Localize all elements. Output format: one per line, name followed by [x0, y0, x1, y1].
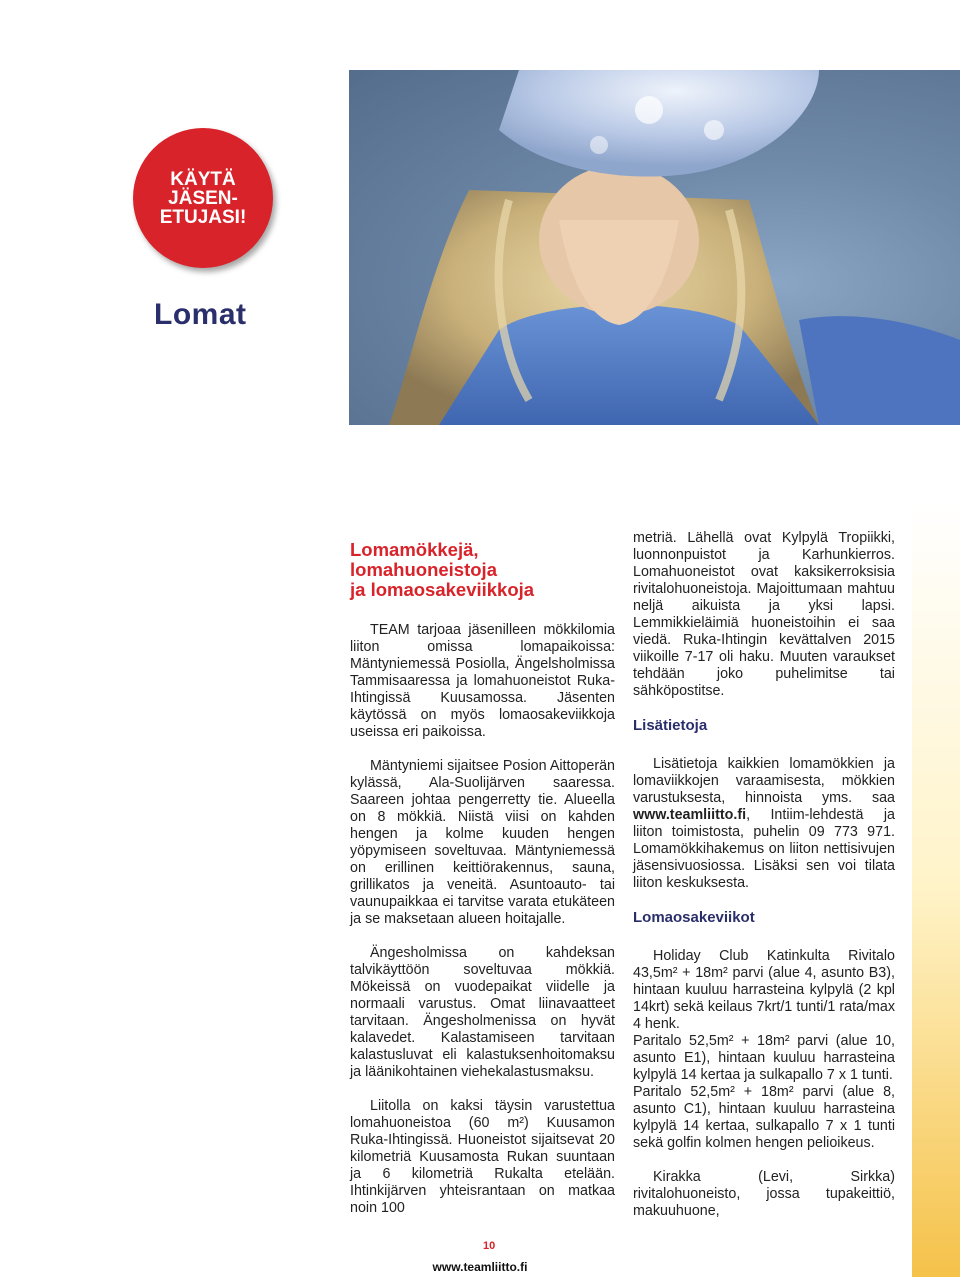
badge-line: KÄYTÄ: [170, 169, 236, 190]
article-heading-line: Lomamökkejä,: [350, 539, 479, 560]
page-number: 10: [483, 1240, 496, 1252]
heading-lisatietoja: Lisätietoja: [633, 717, 708, 734]
badge-text: [133, 170, 273, 227]
article-column-right: [633, 530, 895, 1237]
decorative-gradient-strip: [912, 500, 960, 1277]
paragraph-mantyniemi: Mäntyniemi sijaitsee Posion Aittoperän kylässä, Ala-Suolijärven saaressa. Saareen johtaa pengerretty tie. Alueella on 8 mökkiä. Niistä viisi on kahden hengen ja kolme kuuden hengen yöpymiseen soveltuvaa. Mäntyniemessä on erillinen keittiörakennus, sauna, grillikatos ja veneitä. Asuntoauto- tai vaunupaikkaa ei tarvitse varata etukäteen ja se maksetaan alueen hoitajalle.: [350, 758, 615, 927]
article-heading-line: lomahuoneistoja: [350, 559, 497, 580]
paragraph-ruka: Liitolla on kaksi täysin varustettua lomahuoneistoa (60 m²) Kuusamon Ruka-Ihtingissä. Huoneistot sijaitsevat 20 kilometriä Kuusamosta Rukan suuntaan ja 6 kilometriä Rukalta etelään. Ihtinkijärven yhteisrantaan on matkaa noin 100: [350, 1098, 615, 1216]
paragraph-kirakka: Kirakka (Levi, Sirkka) rivitalohuoneisto, jossa tupakeittiö, makuuhuone,: [633, 1169, 895, 1219]
footer-url[interactable]: www.teamliitto.fi: [432, 1260, 528, 1274]
page-title: Lomat: [154, 298, 247, 331]
article-column-left: [350, 540, 615, 1234]
paragraph-lisatietoja: [633, 756, 895, 892]
badge-line: JÄSEN-: [168, 188, 238, 209]
paragraph-ruka-continued: metriä. Lähellä ovat Kylpylä Tropiikki, luonnonpuistot ja Karhunkierros. Lomahuoneistot ovat kaksikerroksisia rivitalohuoneistoja. Majoittumaan mahtuu neljä aikuista ja yksi lapsi. Lemmikkieläimiä huoneistoihin ei saa viedä. Ruka-Ihtingin kevättalven 2015 viikoille 7-17 oli haku. Muuten varaukset tehdään joko puhelimitse tai sähköpostitse.: [633, 530, 895, 699]
lisatietoja-text: , Intiim-lehdestä ja liiton toimistosta, puhelin 09 773 971. Lomamökkihakemus on liiton nettisivujen jäsensivuosiossa. Lisäksi sen voi tilata liiton keskuksesta.: [633, 807, 895, 891]
paragraph-katinkulta: Holiday Club Katinkulta Rivitalo 43,5m² + 18m² parvi (alue 4, asunto B3), hintaan kuuluu harrasteina kylpylä (2 kpl 14krt) sekä keilaus 7krt/1 tunti/1 rata/max 4 henk.: [633, 948, 895, 1032]
paragraph-paritalo-c1: Paritalo 52,5m² + 18m² parvi (alue 8, asunto C1), hintaan kuuluu harrasteina kylpylä 14 kertaa, sulkapallo 7 x 1 tunti sekä golfin kolmen hengen pelioikeus.: [633, 1084, 895, 1151]
paragraph-angesholm: Ängesholmissa on kahdeksan talvikäyttöön soveltuvaa mökkiä. Mökeissä on vuodepaikat viidelle ja normaali varustus. Omat liinavaatteet tarvitaan. Ängesholmenissa on hyvät kalavedet. Kalastamiseen tarvitaan kalastusluvat eli kalastuksenhoitomaksu ja läänikohtainen viehekalastusmaksu.: [350, 945, 615, 1080]
heading-lomaosakeviikot: Lomaosakeviikot: [633, 909, 755, 926]
article-heading-line: ja lomaosakeviikkoja: [350, 579, 535, 600]
website-link[interactable]: www.teamliitto.fi: [633, 807, 747, 823]
badge-line: ETUJASI!: [159, 207, 247, 228]
article-heading: [350, 540, 615, 600]
paragraph-paritalo-e1: Paritalo 52,5m² + 18m² parvi (alue 10, asunto E1), hintaan kuuluu harrasteina kylpylä 14 kertaa ja sulkapallo 7 x 1 tunti.: [633, 1033, 895, 1083]
hero-photo: [349, 70, 960, 425]
paragraph-intro: TEAM tarjoaa jäsenilleen mökkilomia liiton omissa lomapaikoissa: Mäntyniemessä Posiolla, Ängelsholmissa Tammisaaressa ja lomahuoneistot Ruka-Ihtingissä Kuusamossa. Jäsenten käytössä on myös lomaosakeviikkoja useissa eri paikoissa.: [350, 622, 615, 740]
lisatietoja-text: Lisätietoja kaikkien lomamökkien ja lomaviikkojen varaamisesta, mökkien varustuksesta, hinnoista yms. saa: [633, 756, 895, 806]
member-benefit-badge: [133, 128, 273, 268]
